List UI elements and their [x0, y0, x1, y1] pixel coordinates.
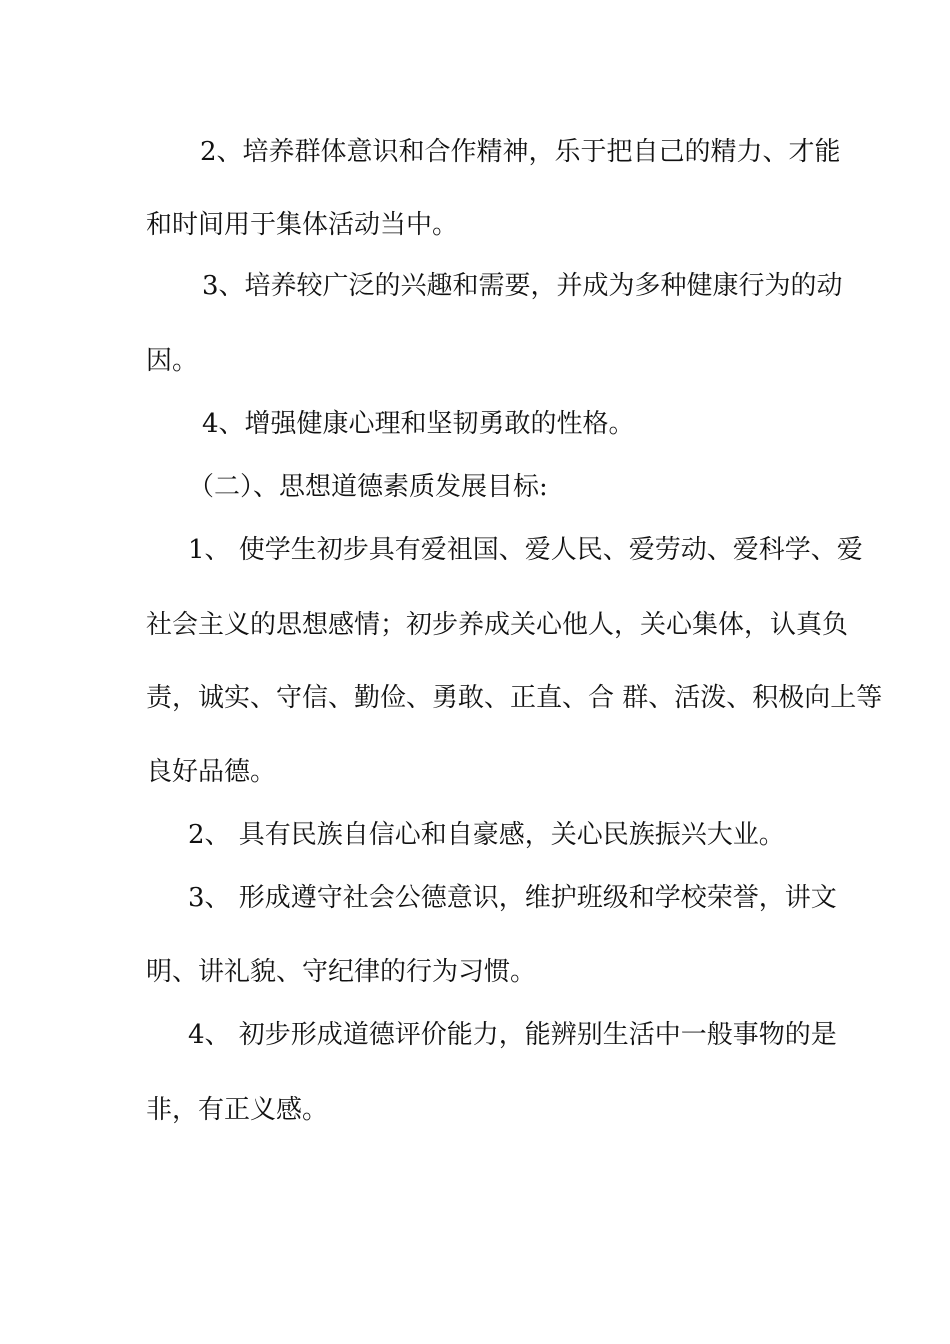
text-line-7: 1、 使学生初步具有爱祖国、爱人民、爱劳动、爱科学、爱 — [188, 535, 863, 565]
text-line-2: 和时间用于集体活动当中。 — [146, 210, 459, 240]
text-line-14: 4、 初步形成道德评价能力，能辨别生活中一般事物的是 — [188, 1020, 837, 1050]
text-line-8: 社会主义的思想感情；初步养成关心他人，关心集体，认真负 — [146, 610, 849, 640]
text-line-13: 明、讲礼貌、守纪律的行为习惯。 — [146, 957, 537, 987]
text-line-3: 3、培养较广泛的兴趣和需要，并成为多种健康行为的动 — [202, 271, 843, 301]
text-line-11: 2、 具有民族自信心和自豪感，关心民族振兴大业。 — [188, 820, 785, 850]
text-line-9: 责，诚实、守信、勤俭、勇敢、正直、合 群、活泼、积极向上等 — [146, 683, 883, 713]
text-line-1: 2、培养群体意识和合作精神，乐于把自己的精力、才能 — [200, 137, 841, 167]
text-line-4: 因。 — [146, 346, 199, 376]
text-line-12: 3、 形成遵守社会公德意识，维护班级和学校荣誉，讲文 — [188, 883, 837, 913]
text-line-10: 良好品德。 — [146, 757, 277, 787]
text-line-6: （二）、思想道德素质发展目标: — [188, 472, 548, 502]
text-line-5: 4、增强健康心理和坚韧勇敢的性格。 — [202, 409, 635, 439]
text-line-15: 非，有正义感。 — [146, 1095, 329, 1125]
